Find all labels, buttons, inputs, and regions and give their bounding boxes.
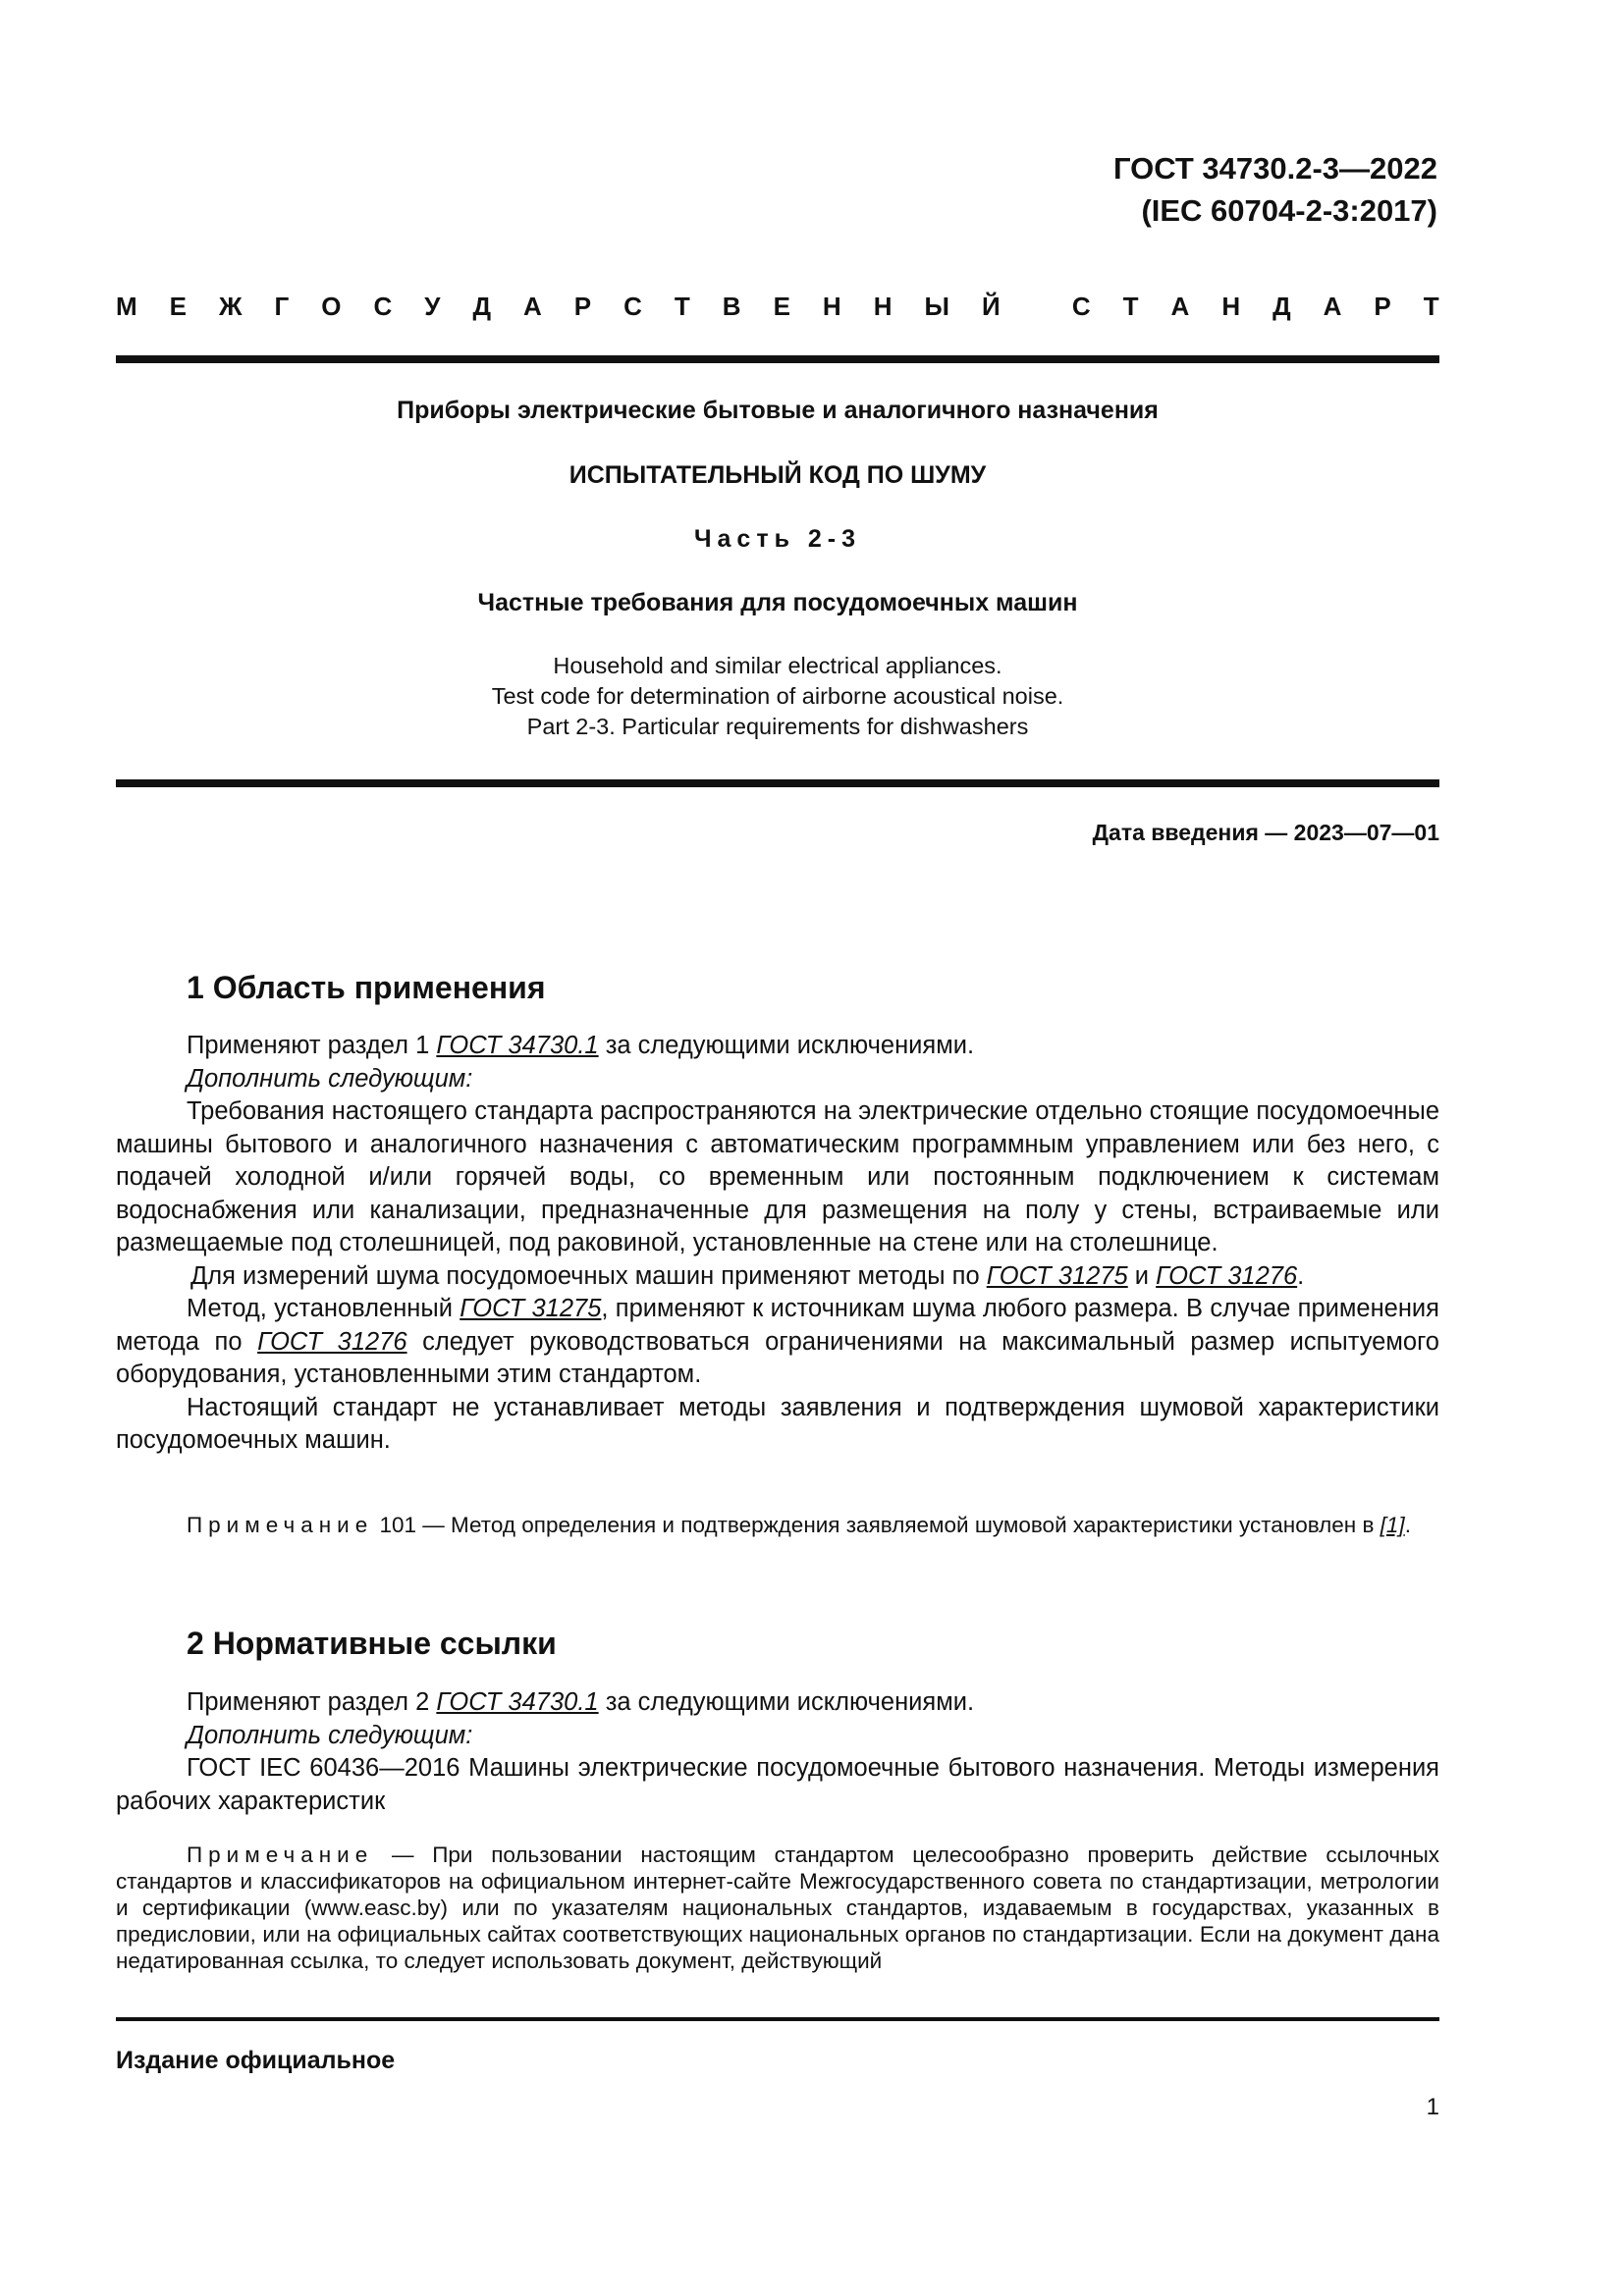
section-2-body xyxy=(116,1686,1439,1818)
section-1-paragraph-6: Настоящий стандарт не устанавливает методы заявления и подтверждения шумовой характеристики посудомоечных машин. xyxy=(116,1393,1439,1454)
ref-bibliography-1[interactable]: [1] xyxy=(1380,1513,1405,1537)
banner-letter: С xyxy=(623,292,642,321)
ref-gost-34730-1[interactable]: ГОСТ 34730.1 xyxy=(436,1032,599,1059)
top-rule xyxy=(116,355,1439,363)
iec-code: (IEC 60704-2-3:2017) xyxy=(1141,193,1437,228)
english-title-line-3: Part 2-3. Particular requirements for dishwashers xyxy=(526,714,1029,739)
section-2-paragraph-1: Применяют раздел 2 ГОСТ 34730.1 за следующими исключениями. xyxy=(187,1688,975,1716)
introduction-date: Дата введения — 2023—07—01 xyxy=(1092,820,1439,845)
english-title-line-2: Test code for determination of airborne acoustical noise. xyxy=(491,683,1064,709)
section-2-note: Примечание — При пользовании настоящим стандартом целесообразно проверить действие ссылочных стандартов и классификаторов на официальном интернет-сайте Межгосударственного совета по стандартизации, метрологии и сертификации (www.easc.by) или по указателям национальных стандартов, издаваемым в государствах, указанных в предисловии, или на официальных сайтах соответствующих национальных органов по стандартизации. Если на документ дана недатированная ссылка, то следует использовать документ, действующий xyxy=(116,1842,1439,1973)
banner-letter: У xyxy=(424,292,441,321)
section-1-body xyxy=(116,1030,1439,1458)
english-title-line-1: Household and similar electrical appliances. xyxy=(553,653,1002,678)
banner-letter: Н xyxy=(1221,292,1241,321)
section-2-paragraph-3: ГОСТ IEC 60436—2016 Машины электрические посудомоечные бытового назначения. Методы измерения рабочих характеристик xyxy=(116,1754,1439,1815)
ref-gost-31275[interactable]: ГОСТ 31275 xyxy=(986,1261,1128,1290)
note-label: Примечание xyxy=(187,1842,374,1867)
title-main-text: ИСПЫТАТЕЛЬНЫЙ КОД ПО ШУМУ xyxy=(568,461,987,489)
interstate-standard-banner xyxy=(116,292,1439,322)
standard-designation xyxy=(1113,147,1437,232)
banner-letter: Т xyxy=(1122,292,1139,321)
section-1-paragraph-5: Метод, установленный ГОСТ 31275, применяют к источникам шума любого размера. В случае применения метода по ГОСТ 31276 следует руководствоваться ограничениями на максимальный размер испытуемого оборудования, установленными этим стандартом. xyxy=(116,1295,1439,1388)
english-title xyxy=(116,651,1439,742)
standard-code: ГОСТ 34730.2-3—2022 xyxy=(1112,151,1437,186)
ref-gost-31276[interactable]: ГОСТ 31276 xyxy=(1156,1261,1298,1290)
banner-letter: Т xyxy=(674,292,690,321)
banner-word-gap xyxy=(1033,292,1040,322)
banner-letter: Ы xyxy=(924,292,949,321)
banner-letter: Й xyxy=(981,292,1001,321)
banner-letter: Г xyxy=(274,292,290,321)
title-sub-text: Частные требования для посудомоечных машин xyxy=(477,589,1078,616)
banner-letter: Н xyxy=(873,292,893,321)
banner-letter: Н xyxy=(822,292,841,321)
section-1-paragraph-1: Применяют раздел 1 ГОСТ 34730.1 за следующими исключениями. xyxy=(187,1032,975,1059)
banner-letter: А xyxy=(523,292,542,321)
banner-letter: В xyxy=(722,292,741,321)
page-number: 1 xyxy=(1426,2094,1439,2120)
title-sub xyxy=(116,589,1439,617)
banner-letter: А xyxy=(1170,292,1190,321)
banner-letter: Д xyxy=(472,292,491,321)
section-1-paragraph-3: Требования настоящего стандарта распространяются на электрические отдельно стоящие посудомоечные машины бытового и аналогичного назначения с автоматическим программным управлением или без него, с подачей холодной и/или горячей воды, со временным или постоянным подключением к системам водоснабжения или канализации, предназначенные для размещения на полу у стены, встраиваемые или размещаемые под столешницей, под раковиной, установленные на стене или на столешнице. xyxy=(116,1097,1439,1256)
ref-gost-31276[interactable]: ГОСТ 31276 xyxy=(257,1327,407,1356)
section-2-heading: 2 Нормативные ссылки xyxy=(187,1626,557,1661)
title-group xyxy=(116,397,1439,425)
banner-letter: Е xyxy=(773,292,790,321)
section-1-paragraph-4: Для измерений шума посудомоечных машин применяют методы по ГОСТ 31275 и ГОСТ 31276. xyxy=(190,1261,1305,1290)
banner-letter: А xyxy=(1323,292,1342,321)
section-1-note: Примечание 101 — Метод определения и подтверждения заявляемой шумовой характеристики установлен в [1]. xyxy=(187,1513,1411,1537)
banner-letter: С xyxy=(1071,292,1091,321)
title-part-text: Часть 2-3 xyxy=(693,525,862,553)
section-1-heading: 1 Область применения xyxy=(187,970,546,1005)
note-label: Примечание xyxy=(187,1513,374,1537)
ref-gost-31275[interactable]: ГОСТ 31275 xyxy=(460,1295,602,1322)
ref-gost-34730-1[interactable]: ГОСТ 34730.1 xyxy=(436,1688,599,1716)
title-part xyxy=(116,525,1439,554)
banner-letter: Т xyxy=(1423,292,1439,321)
banner-letter: М xyxy=(116,292,137,321)
banner-letter: Ж xyxy=(219,292,243,321)
banner-letter: Р xyxy=(573,292,592,321)
banner-letter: Р xyxy=(1374,292,1391,321)
title-group-text: Приборы электрические бытовые и аналогичного назначения xyxy=(397,397,1159,424)
banner-letter: С xyxy=(373,292,393,321)
banner-letter: Д xyxy=(1272,292,1291,321)
title-main xyxy=(116,461,1439,490)
title-bottom-rule xyxy=(116,779,1439,787)
official-edition-label: Издание официальное xyxy=(116,2047,396,2074)
section-2-paragraph-2: Дополнить следующим: xyxy=(187,1721,473,1749)
banner-letter: О xyxy=(321,292,342,321)
section-1-paragraph-2: Дополнить следующим: xyxy=(187,1064,473,1093)
footer-rule xyxy=(116,2017,1439,2021)
banner-letter: Е xyxy=(169,292,188,321)
